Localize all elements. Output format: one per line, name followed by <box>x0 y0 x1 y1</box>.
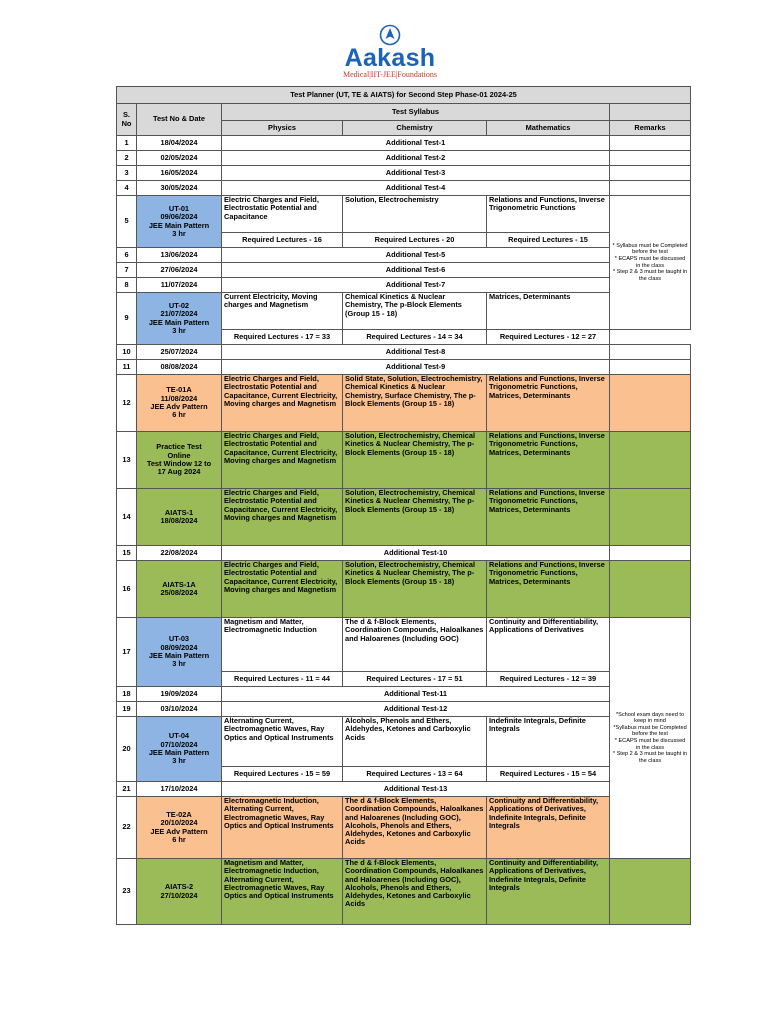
row-sno: 2 <box>117 151 137 166</box>
physics-syllabus: Alternating Current, Electromagnetic Waves, Ray Optics and Optical Instruments <box>222 717 343 767</box>
remarks-cell <box>610 345 691 360</box>
required-lectures-chemistry: Required Lectures - 14 = 34 <box>343 330 487 345</box>
required-lectures-physics: Required Lectures - 15 = 59 <box>222 767 343 782</box>
chemistry-syllabus: The d & f-Block Elements, Coordination Compounds, Haloalkanes and Haloarenes (Including GOC) <box>343 618 487 672</box>
table-row <box>117 293 691 330</box>
test-name-date: UT-03 08/09/2024 JEE Main Pattern 3 hr <box>137 618 222 687</box>
test-name-date: UT-04 07/10/2024 JEE Main Pattern 3 hr <box>137 717 222 782</box>
additional-test: Additional Test-8 <box>222 345 610 360</box>
table-row <box>117 196 691 233</box>
required-lectures-mathematics: Required Lectures - 12 = 39 <box>487 672 610 687</box>
test-name-date: Practice Test Online Test Window 12 to 17 Aug 2024 <box>137 432 222 489</box>
row-sno: 20 <box>117 717 137 782</box>
brand-name: Aakash <box>344 44 436 72</box>
additional-test: Additional Test-3 <box>222 166 610 181</box>
mathematics-syllabus: Indefinite Integrals, Definite Integrals <box>487 717 610 767</box>
test-name-date: 02/05/2024 <box>137 151 222 166</box>
row-sno: 9 <box>117 293 137 345</box>
chemistry-syllabus: Solution, Electrochemistry, Chemical Kinetics & Nuclear Chemistry, The p-Block Elements (Group 15 - 18) <box>343 489 487 546</box>
remarks-cell <box>610 375 691 432</box>
table-row <box>117 717 691 767</box>
table-row <box>117 546 691 561</box>
test-name-date: 17/10/2024 <box>137 782 222 797</box>
chemistry-syllabus: Solid State, Solution, Electrochemistry, Chemical Kinetics & Nuclear Chemistry, Surface Chemistry, The p-Block Elements (Group 15 - 18) <box>343 375 487 432</box>
remarks-cell <box>610 166 691 181</box>
aakash-logo <box>320 24 460 86</box>
chemistry-syllabus: Chemical Kinetics & Nuclear Chemistry, The p-Block Elements (Group 15 - 18) <box>343 293 487 330</box>
test-name-date: TE-02A 20/10/2024 JEE Adv Pattern 6 hr <box>137 797 222 859</box>
table-row <box>117 797 691 859</box>
physics-syllabus: Electric Charges and Field, Electrostatic Potential and Capacitance, Current Electricity, Moving charges and Magnetism <box>222 375 343 432</box>
row-sno: 14 <box>117 489 137 546</box>
chemistry-syllabus: Solution, Electrochemistry <box>343 196 487 233</box>
chemistry-syllabus: Solution, Electrochemistry, Chemical Kinetics & Nuclear Chemistry, The p-Block Elements (Group 15 - 18) <box>343 432 487 489</box>
test-name-date: 13/06/2024 <box>137 248 222 263</box>
required-lectures-chemistry: Required Lectures - 17 = 51 <box>343 672 487 687</box>
additional-test: Additional Test-2 <box>222 151 610 166</box>
mathematics-syllabus: Relations and Functions, Inverse Trigonometric Functions, Matrices, Determinants <box>487 561 610 618</box>
row-sno: 17 <box>117 618 137 687</box>
mathematics-syllabus: Relations and Functions, Inverse Trigonometric Functions, Matrices, Determinants <box>487 489 610 546</box>
remarks-cell <box>610 151 691 166</box>
test-name-date: 18/04/2024 <box>137 136 222 151</box>
additional-test: Additional Test-5 <box>222 248 610 263</box>
row-sno: 6 <box>117 248 137 263</box>
additional-test: Additional Test-1 <box>222 136 610 151</box>
row-sno: 5 <box>117 196 137 248</box>
table-row <box>117 702 691 717</box>
row-sno: 13 <box>117 432 137 489</box>
aakash-logo-icon <box>379 24 401 46</box>
required-lectures-physics: Required Lectures - 11 = 44 <box>222 672 343 687</box>
test-name-date: 11/07/2024 <box>137 278 222 293</box>
brand-tagline: Medical|IIT-JEE|Foundations <box>342 70 437 79</box>
header-test-syllabus: Test Syllabus <box>222 104 610 121</box>
table-row <box>117 782 691 797</box>
header-test-date: Test No & Date <box>137 104 222 136</box>
mathematics-syllabus: Continuity and Differentiability, Applications of Derivatives, Indefinite Integrals, Definite Integrals <box>487 797 610 859</box>
test-name-date: AIATS-2 27/10/2024 <box>137 859 222 925</box>
required-lectures-mathematics: Required Lectures - 15 = 54 <box>487 767 610 782</box>
additional-test: Additional Test-6 <box>222 263 610 278</box>
test-name-date: 03/10/2024 <box>137 702 222 717</box>
remarks-cell <box>610 859 691 925</box>
row-sno: 12 <box>117 375 137 432</box>
test-planner-table <box>116 86 691 925</box>
row-sno: 23 <box>117 859 137 925</box>
table-row <box>117 248 691 263</box>
table-row <box>117 618 691 672</box>
required-lectures-mathematics: Required Lectures - 12 = 27 <box>487 330 610 345</box>
required-lectures-chemistry: Required Lectures - 20 <box>343 233 487 248</box>
remarks-cell <box>610 489 691 546</box>
additional-test: Additional Test-10 <box>222 546 610 561</box>
test-name-date: 08/08/2024 <box>137 360 222 375</box>
remarks-cell <box>610 181 691 196</box>
row-sno: 15 <box>117 546 137 561</box>
test-name-date: AIATS-1 18/08/2024 <box>137 489 222 546</box>
physics-syllabus: Electric Charges and Field, Electrostatic Potential and Capacitance, Current Electricity, Moving charges and Magnetism <box>222 432 343 489</box>
row-sno: 3 <box>117 166 137 181</box>
row-sno: 11 <box>117 360 137 375</box>
required-lectures-mathematics: Required Lectures - 15 <box>487 233 610 248</box>
physics-syllabus: Magnetism and Matter, Electromagnetic Induction <box>222 618 343 672</box>
header-blank <box>610 104 691 121</box>
test-name-date: 30/05/2024 <box>137 181 222 196</box>
remarks-cell <box>610 546 691 561</box>
additional-test: Additional Test-13 <box>222 782 610 797</box>
row-sno: 22 <box>117 797 137 859</box>
header-remarks: Remarks <box>610 121 691 136</box>
table-row <box>117 432 691 489</box>
test-name-date: 19/09/2024 <box>137 687 222 702</box>
mathematics-syllabus: Relations and Functions, Inverse Trigonometric Functions <box>487 196 610 233</box>
required-lectures-physics: Required Lectures - 17 = 33 <box>222 330 343 345</box>
table-row <box>117 136 691 151</box>
remarks-cell <box>610 136 691 151</box>
table-row <box>117 360 691 375</box>
header-chemistry: Chemistry <box>343 121 487 136</box>
additional-test: Additional Test-9 <box>222 360 610 375</box>
header-mathematics: Mathematics <box>487 121 610 136</box>
row-sno: 1 <box>117 136 137 151</box>
mathematics-syllabus: Continuity and Differentiability, Applications of Derivatives, Indefinite Integrals, Definite Integrals <box>487 859 610 925</box>
test-name-date: 22/08/2024 <box>137 546 222 561</box>
table-row <box>117 345 691 360</box>
table-row <box>117 181 691 196</box>
table-row <box>117 375 691 432</box>
test-name-date: 25/07/2024 <box>137 345 222 360</box>
test-name-date: AIATS-1A 25/08/2024 <box>137 561 222 618</box>
test-name-date: UT-01 09/06/2024 JEE Main Pattern 3 hr <box>137 196 222 248</box>
remarks-note: * Syllabus must be Completed before the test * ECAPS must be discussed in the class * Step 2 & 3 must be taught in the class <box>610 196 691 330</box>
remarks-cell <box>610 360 691 375</box>
test-name-date: 16/05/2024 <box>137 166 222 181</box>
physics-syllabus: Electric Charges and Field, Electrostatic Potential and Capacitance <box>222 196 343 233</box>
table-row <box>117 489 691 546</box>
additional-test: Additional Test-7 <box>222 278 610 293</box>
test-name-date: UT-02 21/07/2024 JEE Main Pattern 3 hr <box>137 293 222 345</box>
row-sno: 21 <box>117 782 137 797</box>
table-row <box>117 151 691 166</box>
chemistry-syllabus: The d & f-Block Elements, Coordination Compounds, Haloalkanes and Haloarenes (Including GOC), Alcohols, Phenols and Ethers, Aldehydes, Ketones and Carboxylic Acids <box>343 859 487 925</box>
row-sno: 16 <box>117 561 137 618</box>
additional-test: Additional Test-11 <box>222 687 610 702</box>
mathematics-syllabus: Matrices, Determinants <box>487 293 610 330</box>
row-sno: 10 <box>117 345 137 360</box>
table-row <box>117 859 691 925</box>
physics-syllabus: Electric Charges and Field, Electrostatic Potential and Capacitance, Current Electricity, Moving charges and Magnetism <box>222 561 343 618</box>
row-sno: 18 <box>117 687 137 702</box>
table-row <box>117 166 691 181</box>
physics-syllabus: Electric Charges and Field, Electrostatic Potential and Capacitance, Current Electricity, Moving charges and Magnetism <box>222 489 343 546</box>
table-row <box>117 561 691 618</box>
chemistry-syllabus: Solution, Electrochemistry, Chemical Kinetics & Nuclear Chemistry, The p-Block Elements (Group 15 - 18) <box>343 561 487 618</box>
mathematics-syllabus: Relations and Functions, Inverse Trigonometric Functions, Matrices, Determinants <box>487 375 610 432</box>
additional-test: Additional Test-12 <box>222 702 610 717</box>
physics-syllabus: Current Electricity, Moving charges and Magnetism <box>222 293 343 330</box>
test-name-date: TE-01A 11/08/2024 JEE Adv Pattern 6 hr <box>137 375 222 432</box>
additional-test: Additional Test-4 <box>222 181 610 196</box>
row-sno: 19 <box>117 702 137 717</box>
row-sno: 4 <box>117 181 137 196</box>
table-row <box>117 687 691 702</box>
mathematics-syllabus: Continuity and Differentiability, Applications of Derivatives <box>487 618 610 672</box>
physics-syllabus: Electromagnetic Induction, Alternating Current, Electromagnetic Waves, Ray Optics and Optical Instruments <box>222 797 343 859</box>
test-name-date: 27/06/2024 <box>137 263 222 278</box>
remarks-cell <box>610 432 691 489</box>
table-row <box>117 278 691 293</box>
table-title: Test Planner (UT, TE & AIATS) for Second Step Phase-01 2024-25 <box>117 87 691 104</box>
remarks-cell <box>610 561 691 618</box>
chemistry-syllabus: The d & f-Block Elements, Coordination Compounds, Haloalkanes and Haloarenes (Including GOC), Alcohols, Phenols and Ethers, Aldehydes, Ketones and Carboxylic Acids <box>343 797 487 859</box>
required-lectures-physics: Required Lectures - 16 <box>222 233 343 248</box>
physics-syllabus: Magnetism and Matter, Electromagnetic Induction, Alternating Current, Electromagnetic Waves, Ray Optics and Optical Instruments <box>222 859 343 925</box>
header-sno: S. No <box>117 104 137 136</box>
chemistry-syllabus: Alcohols, Phenols and Ethers, Aldehydes, Ketones and Carboxylic Acids <box>343 717 487 767</box>
remarks-note: *School exam days need to keep in mind *Syllabus must be Completed before the test * ECAPS must be discussed in the class * Step 2 & 3 must be taught in the class <box>610 618 691 859</box>
row-sno: 7 <box>117 263 137 278</box>
mathematics-syllabus: Relations and Functions, Inverse Trigonometric Functions, Matrices, Determinants <box>487 432 610 489</box>
required-lectures-chemistry: Required Lectures - 13 = 64 <box>343 767 487 782</box>
header-physics: Physics <box>222 121 343 136</box>
table-row <box>117 263 691 278</box>
row-sno: 8 <box>117 278 137 293</box>
